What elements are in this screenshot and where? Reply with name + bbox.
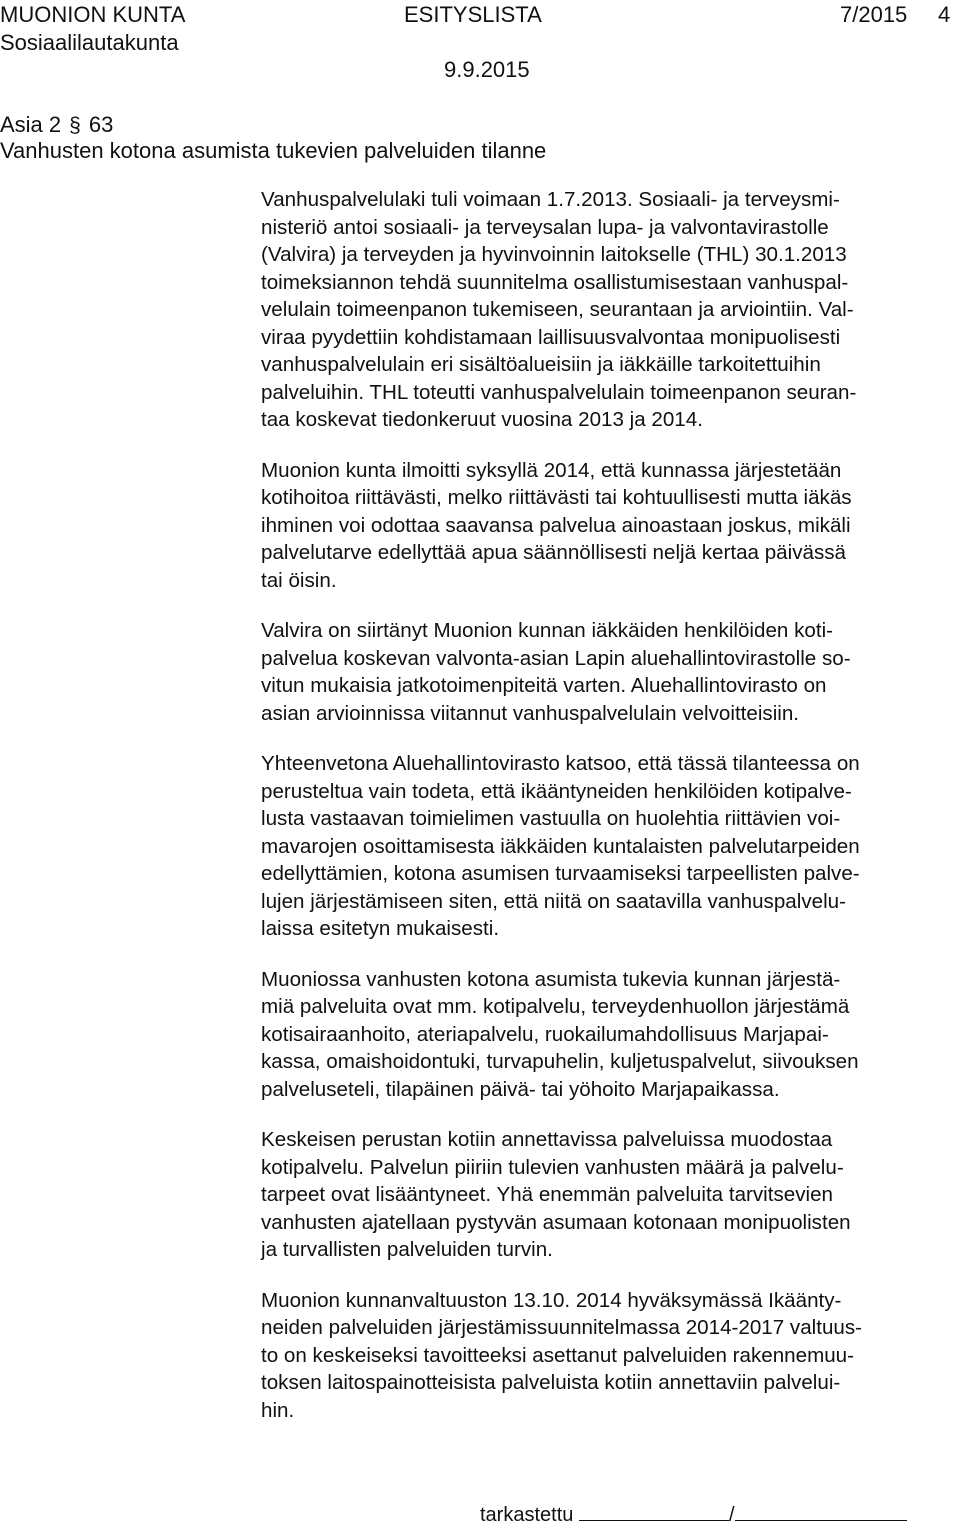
text-line: ja turvallisten palveluiden turvin. (261, 1238, 553, 1261)
text-line: to on keskeiseksi tavoitteeksi asettanut palveluiden rakennemuu- (261, 1343, 854, 1367)
paragraph (261, 1126, 960, 1264)
signature-line (579, 1504, 729, 1521)
text-line: viraa pyydettiin kohdistamaan laillisuusvalvontaa monipuolisesti (261, 325, 841, 349)
text-line: edellyttämien, kotona asumisen turvaamiseksi tarpeellisten palve- (261, 862, 860, 885)
body-text (261, 186, 960, 1447)
document-number: 7/2015 (840, 2, 908, 27)
paragraph (261, 457, 960, 595)
section-number: 63 (88, 112, 114, 137)
text-line: tarpeet ovat lisääntyneet. Yhä enemmän palveluita tarvitsevien (261, 1183, 834, 1206)
text-line: lujen järjestämiseen siten, että niitä on saatavilla vanhuspalvelu- (261, 889, 846, 913)
paragraph (261, 1287, 960, 1425)
board-name: Sosiaalilautakunta (0, 30, 179, 55)
text-line: vanhusten ajatellaan pystyvän asumaan kotonaan monipuolisten (261, 1210, 851, 1234)
text-line: toimeksiannon tehdä suunnitelma osallistumisestaan vanhuspal- (261, 270, 849, 294)
text-line: mavarojen osoittamisesta iäkkäiden kuntalaisten palvelutarpeiden (261, 834, 860, 858)
text-line: kotisairaanhoito, ateriapalvelu, ruokailumahdollisuus Marjapai- (261, 1022, 829, 1046)
text-line: Muonion kunnanvaltuuston 13.10. 2014 hyväksymässä Ikäänty- (261, 1288, 842, 1312)
text-line: palvelua koskevan valvonta-asian Lapin aluehallintovirastolle so- (261, 646, 851, 670)
text-line: kotipalvelu. Palvelun piiriin tulevien vanhusten määrä ja palvelu- (261, 1155, 844, 1179)
text-line: miä palveluita ovat mm. kotipalvelu, terveydenhuollon järjestämä (261, 995, 850, 1018)
text-line: nisteriö antoi sosiaali- ja terveysalan lupa- ja valvontavirastolle (261, 215, 829, 239)
text-line: toksen laitospainotteisista palveluista kotiin annettaviin palvelui- (261, 1371, 841, 1394)
paragraph (261, 186, 960, 434)
document-type: ESITYSLISTA (404, 2, 542, 27)
meeting-date: 9.9.2015 (444, 57, 530, 82)
section-sign-icon: § (69, 114, 81, 137)
asia-label: Asia 2 (0, 112, 62, 137)
text-line: vitun mukaisia jatkotoimenpiteitä varten. Aluehallintovirasto on (261, 674, 827, 697)
text-line: palvelutarve edellyttää apua säännöllisesti neljä kertaa päivässä (261, 541, 847, 564)
text-line: kassa, omaishoidontuki, turvapuhelin, kuljetuspalvelut, siivouksen (261, 1050, 859, 1073)
text-line: (Valvira) ja terveyden ja hyvinvoinnin laitokselle (THL) 30.1.2013 (261, 243, 847, 266)
text-line: laissa esitetyn mukaisesti. (261, 917, 500, 940)
page-number: 4 (938, 2, 951, 27)
text-line: Yhteenvetona Aluehallintovirasto katsoo, että tässä tilanteessa on (261, 752, 860, 775)
paragraph (261, 966, 960, 1104)
checked-label: tarkastettu (480, 1504, 574, 1526)
text-line: Valvira on siirtänyt Muonion kunnan iäkkäiden henkilöiden koti- (261, 619, 833, 642)
text-line: neiden palveluiden järjestämissuunnitelmassa 2014-2017 valtuus- (261, 1316, 863, 1339)
paragraph (261, 617, 960, 727)
text-line: tai öisin. (261, 568, 337, 592)
text-line: Keskeisen perustan kotiin annettavissa palveluissa muodostaa (261, 1128, 833, 1151)
footer-checked (480, 1503, 907, 1527)
signature-line (735, 1504, 907, 1521)
text-line: palveluseteli, tilapäinen päivä- tai yöhoito Marjapaikassa. (261, 1077, 780, 1101)
text-line: palveluihin. THL toteutti vanhuspalvelulain toimeenpanon seuran- (261, 380, 857, 404)
text-line: ihminen voi odottaa saavansa palvelua ainoastaan joskus, mikäli (261, 513, 851, 537)
text-line: Muonion kunta ilmoitti syksyllä 2014, että kunnassa järjestetään (261, 458, 842, 482)
paragraph (261, 750, 960, 943)
agenda-item-heading (0, 111, 113, 139)
signature-separator: / (728, 1504, 735, 1526)
text-line: asian arvioinnissa viitannut vanhuspalvelulain velvoitteisiin. (261, 701, 800, 725)
text-line: Vanhuspalvelulaki tuli voimaan 1.7.2013. Sosiaali- ja terveysmi- (261, 188, 840, 211)
text-line: taa koskevat tiedonkeruut vuosina 2013 ja 2014. (261, 408, 703, 431)
agenda-item-title: Vanhusten kotona asumista tukevien palveluiden tilanne (0, 138, 547, 163)
organization-name: MUONION KUNTA (0, 2, 186, 27)
text-line: Muoniossa vanhusten kotona asumista tukevia kunnan järjestä- (261, 967, 841, 991)
text-line: kotihoitoa riittävästi, melko riittävästi tai kohtuullisesti mutta iäkäs (261, 486, 852, 509)
text-line: lusta vastaavan toimielimen vastuulla on huolehtia riittävien voi- (261, 807, 841, 830)
text-line: hin. (261, 1398, 295, 1422)
text-line: perusteltua vain todeta, että ikääntyneiden henkilöiden kotipalve- (261, 779, 852, 803)
text-line: velulain toimeenpanon tukemiseen, seurantaan ja arviointiin. Val- (261, 298, 854, 321)
text-line: vanhuspalvelulain eri sisältöalueisiin ja iäkkäille tarkoitettuihin (261, 353, 821, 376)
